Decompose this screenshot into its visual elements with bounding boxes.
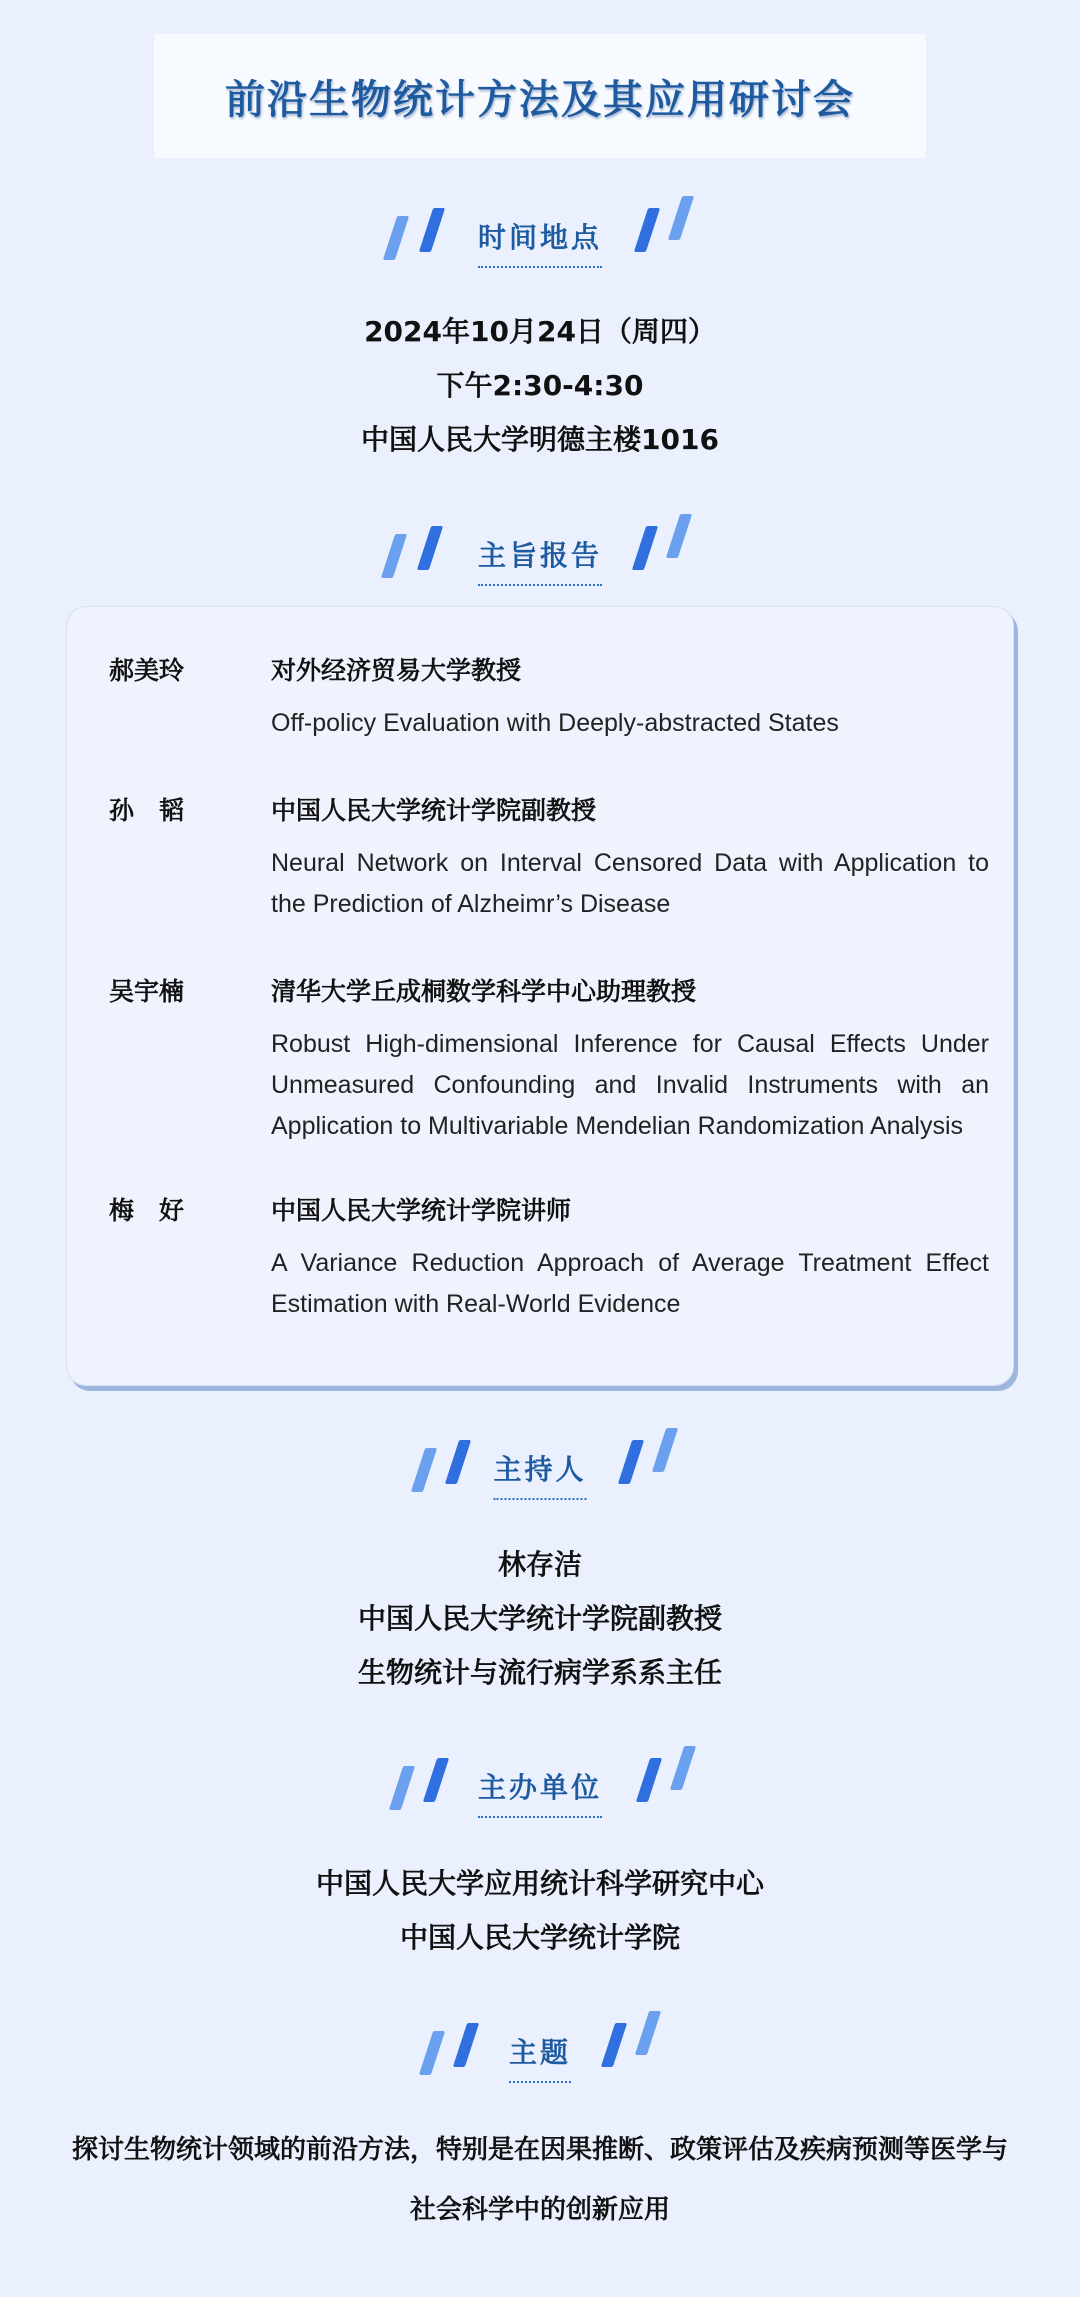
organizer-1: 中国人民大学应用统计科学研究中心 [315, 1867, 764, 1900]
slash-decoration-icon [618, 1440, 644, 1484]
section-header-keynote [0, 508, 1080, 608]
talk-title: Off-policy Evaluation with Deeply-abstracted States [271, 709, 839, 737]
section-header-host [0, 1422, 1080, 1522]
event-venue: 中国人民大学明德主楼1016 [361, 423, 719, 456]
host-title: 中国人民大学统计学院副教授 [357, 1602, 722, 1635]
slash-decoration-icon [601, 2023, 627, 2067]
talk-title: Neural Network on Interval Censored Data with Application to the Prediction of Alzheimr’s Disease [271, 849, 989, 918]
section-heading: 主旨报告 [478, 534, 602, 586]
speaker-name: 梅 好 [109, 1196, 185, 1225]
section-heading: 主题 [509, 2031, 571, 2083]
page-title: 前沿生物统计方法及其应用研讨会 [225, 76, 855, 123]
speaker-name: 郝美玲 [109, 656, 185, 685]
slash-decoration-icon [389, 1766, 415, 1810]
talk-title: A Variance Reduction Approach of Average Treatment Effect Estimation with Real-World Evidence [271, 1249, 989, 1318]
keynote-card [66, 606, 1014, 1386]
speaker-title: 中国人民大学统计学院讲师 [271, 1196, 572, 1225]
slash-decoration-icon [668, 196, 694, 240]
host-name: 林存洁 [497, 1548, 582, 1581]
slash-decoration-icon [383, 216, 409, 260]
speaker-name: 孙 韬 [109, 796, 185, 825]
slash-decoration-icon [634, 208, 660, 252]
theme-text: 探讨生物统计领域的前沿方法，特别是在因果推断、政策评估及疾病预测等医学与社会科学中的创新应用 [71, 2135, 1008, 2225]
slash-decoration-icon [652, 1428, 678, 1472]
title-banner [154, 34, 926, 158]
slash-decoration-icon [445, 1440, 471, 1484]
section-heading: 时间地点 [478, 216, 602, 268]
speaker-name: 吴宇楠 [109, 977, 185, 1006]
speaker-title: 对外经济贸易大学教授 [271, 656, 522, 685]
slash-decoration-icon [423, 1758, 449, 1802]
section-header-organizer [0, 1740, 1080, 1840]
event-time: 下午2:30-4:30 [436, 369, 644, 402]
speaker-title: 清华大学丘成桐数学科学中心助理教授 [271, 977, 697, 1006]
section-heading: 主办单位 [478, 1766, 602, 1818]
slash-decoration-icon [666, 514, 692, 558]
slash-decoration-icon [453, 2023, 479, 2067]
section-header-theme [0, 2005, 1080, 2105]
host-position: 生物统计与流行病学系系主任 [357, 1656, 722, 1689]
slash-decoration-icon [419, 2031, 445, 2075]
slash-decoration-icon [419, 208, 445, 252]
event-date: 2024年10月24日（周四） [364, 315, 716, 348]
slash-decoration-icon [411, 1448, 437, 1492]
slash-decoration-icon [417, 526, 443, 570]
slash-decoration-icon [636, 1758, 662, 1802]
slash-decoration-icon [635, 2011, 661, 2055]
section-header-time-place [0, 190, 1080, 290]
slash-decoration-icon [670, 1746, 696, 1790]
speaker-title: 中国人民大学统计学院副教授 [271, 796, 597, 825]
talk-title: Robust High-dimensional Inference for Causal Effects Under Unmeasured Confounding and Invalid Instruments with an Application to Multivariable Mendelian Randomization Analysis [271, 1030, 989, 1140]
slash-decoration-icon [381, 534, 407, 578]
organizer-2: 中国人民大学统计学院 [399, 1921, 680, 1954]
slash-decoration-icon [632, 526, 658, 570]
section-heading: 主持人 [493, 1448, 586, 1500]
